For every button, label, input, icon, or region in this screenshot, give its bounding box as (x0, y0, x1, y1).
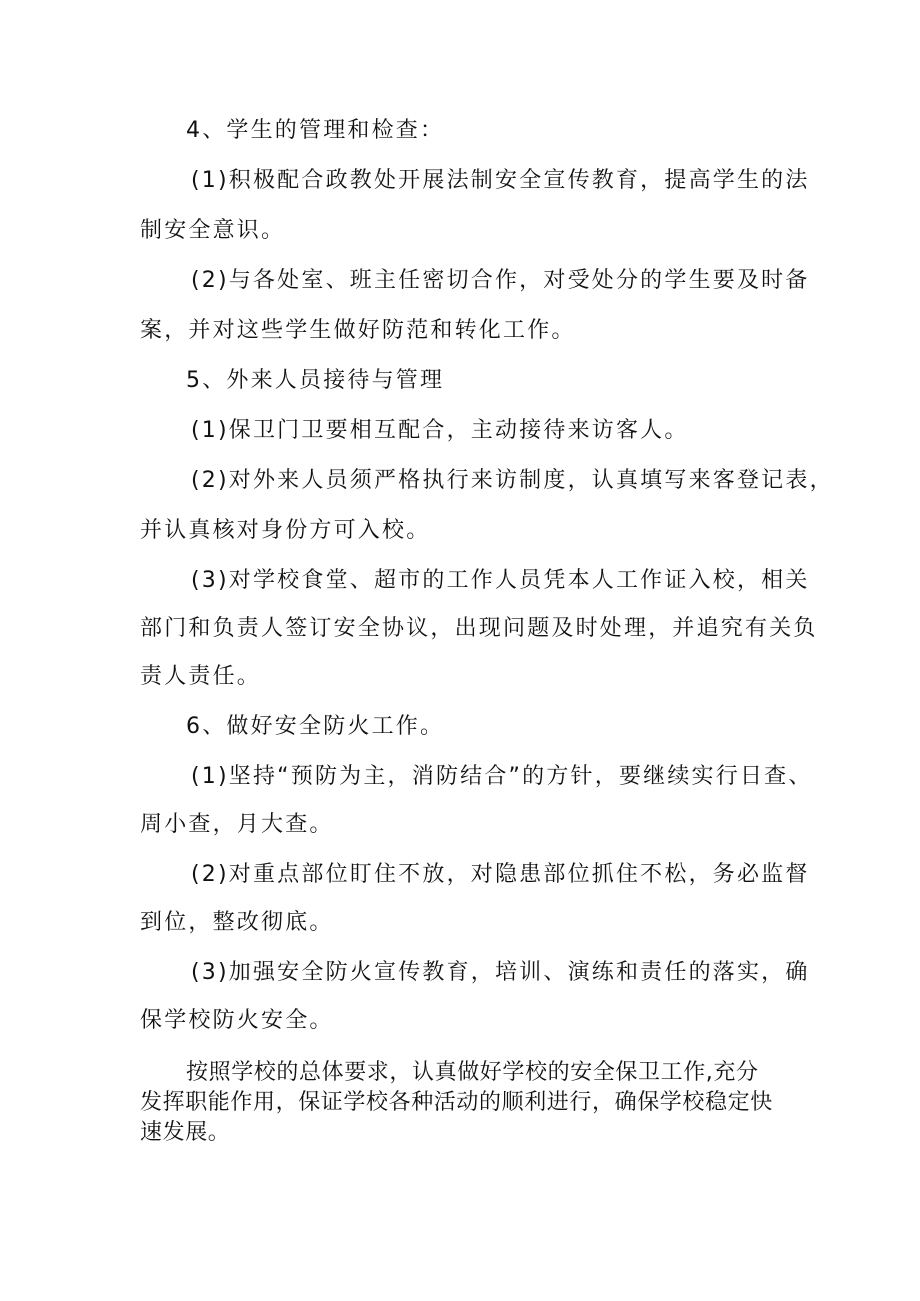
section-heading-4: 4、学生的管理和检查： (186, 118, 445, 143)
paragraph-line: (2)对重点部位盯住不放，对隐患部位抓住不松，务必监督 (191, 862, 810, 887)
paragraph-line: 保学校防火安全。 (140, 1008, 334, 1033)
paragraph-line: 部门和负责人签订安全协议，出现问题及时处理，并追究有关负 (140, 616, 818, 641)
paragraph-line: (2)对外来人员须严格执行来访制度，认真填写来客登记表， (191, 468, 834, 493)
closing-paragraph-line: 发挥职能作用，保证学校各种活动的顺利进行，确保学校稳定快 (140, 1090, 773, 1115)
paragraph-line: 并认真核对身份方可入校。 (140, 518, 431, 543)
paragraph-line: (2)与各处室、班主任密切合作，对受处分的学生要及时备 (191, 268, 810, 293)
paragraph-line: (3)加强安全防火宣传教育，培训、演练和责任的落实，确 (191, 960, 810, 985)
section-heading-6: 6、做好安全防火工作。 (186, 714, 445, 739)
paragraph-line: 到位，整改彻底。 (140, 910, 334, 935)
paragraph-line: 周小查，月大查。 (140, 812, 334, 837)
closing-paragraph-line: 速发展。 (140, 1120, 231, 1145)
paragraph-line: (3)对学校食堂、超市的工作人员凭本人工作证入校，相关 (191, 568, 810, 593)
paragraph-line: 责人责任。 (140, 664, 262, 689)
paragraph-line: (1)坚持“预防为主，消防结合”的方针，要继续实行日查、 (191, 764, 813, 789)
paragraph-line: 制安全意识。 (140, 218, 286, 243)
paragraph-line: (1)积极配合政教处开展法制安全宣传教育，提高学生的法 (191, 168, 810, 193)
paragraph-line: (1)保卫门卫要相互配合，主动接待来访客人。 (191, 418, 689, 443)
section-heading-5: 5、外来人员接待与管理 (186, 368, 445, 393)
closing-paragraph-line: 按照学校的总体要求，认真做好学校的安全保卫工作,充分 (186, 1060, 759, 1085)
paragraph-line: 案，并对这些学生做好防范和转化工作。 (140, 318, 576, 343)
